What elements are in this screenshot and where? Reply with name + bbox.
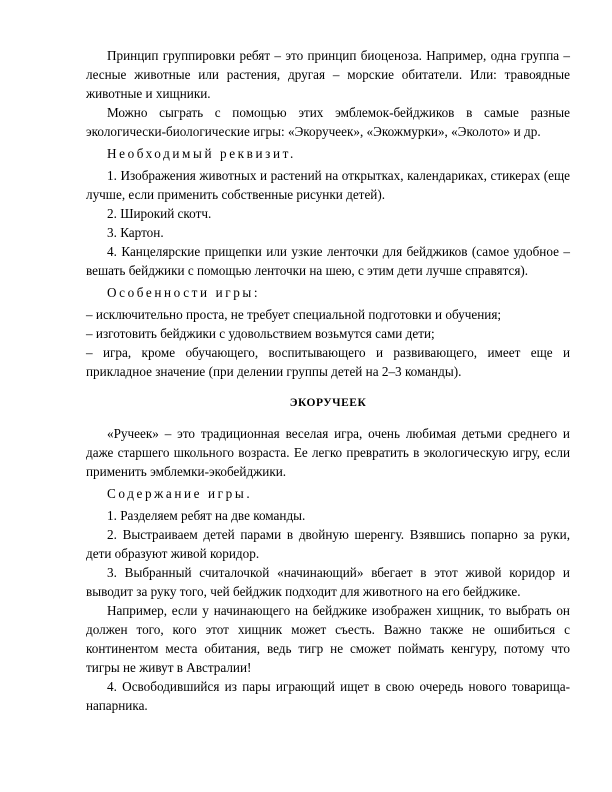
list-item-props-1: 1. Изображения животных и растений на открытках, календариках, стикерах (еще лучше, если применить собственные рисунки детей). [86, 168, 570, 202]
heading-game-features: Особенности игры: [107, 285, 261, 300]
feature-item-2: – изготовить бейджики с удовольствием возьмутся сами дети; [86, 326, 435, 341]
step-item-4: 4. Освободившийся из пары играющий ищет в свою очередь нового товарища-напарника. [86, 679, 570, 713]
heading-game-content: Содержание игры. [107, 486, 253, 501]
feature-item-3: – игра, кроме обучающего, воспитывающего и развивающего, имеет еще и прикладное значение (при делении группы детей на 2–3 команды). [86, 345, 570, 379]
paragraph-stream-intro: «Ручеек» – это традиционная веселая игра, очень любимая детьми среднего и даже старшего школьного возраста. Ее легко превратить в экологическую игру, если применить эмблемки-экобейджики. [86, 426, 570, 479]
step-item-1: 1. Разделяем ребят на две команды. [107, 508, 306, 523]
step-item-3: 3. Выбранный считалочкой «начинающий» вбегает в этот живой коридор и выводит за руку того, чей бейджик подходит для животного на его бейджике. [86, 565, 570, 599]
heading-required-props: Необходимый реквизит. [107, 146, 296, 161]
list-item-props-3: 3. Картон. [107, 225, 164, 240]
list-item-props-2: 2. Широкий скотч. [107, 206, 212, 221]
paragraph-grouping-principle: Принцип группировки ребят – это принцип биоценоза. Например, одна группа – лесные животные или растения, другая – морские обитатели. Или: травоядные животные и хищники. [86, 48, 570, 101]
list-item-props-4: 4. Канцелярские прищепки или узкие ленточки для бейджиков (самое удобное – вешать бейджики с помощью ленточки на шею, с этим дети лучше справятся). [86, 244, 570, 278]
feature-item-1: – исключительно проста, не требует специальной подготовки и обучения; [86, 307, 502, 322]
section-title-ecostream: ЭКОРУЧЕЕК [289, 397, 367, 409]
step-item-2: 2. Выстраиваем детей парами в двойную шеренгу. Взявшись попарно за руки, дети образуют живой коридор. [86, 527, 570, 561]
document-page [86, 46, 570, 715]
paragraph-games-list: Можно сыграть с помощью этих эмблемок-бейджиков в самые разные экологически-биологические игры: «Экоручеек», «Экожмурки», «Эколото» и др. [86, 105, 570, 139]
paragraph-example: Например, если у начинающего на бейджике изображен хищник, то выбрать он должен того, кого этот хищник может съесть. Важно также не ошибиться с континентом места обитания, ведь тигр не сможет поймать кенгуру, потому что тигры не живут в Австралии! [86, 603, 570, 675]
